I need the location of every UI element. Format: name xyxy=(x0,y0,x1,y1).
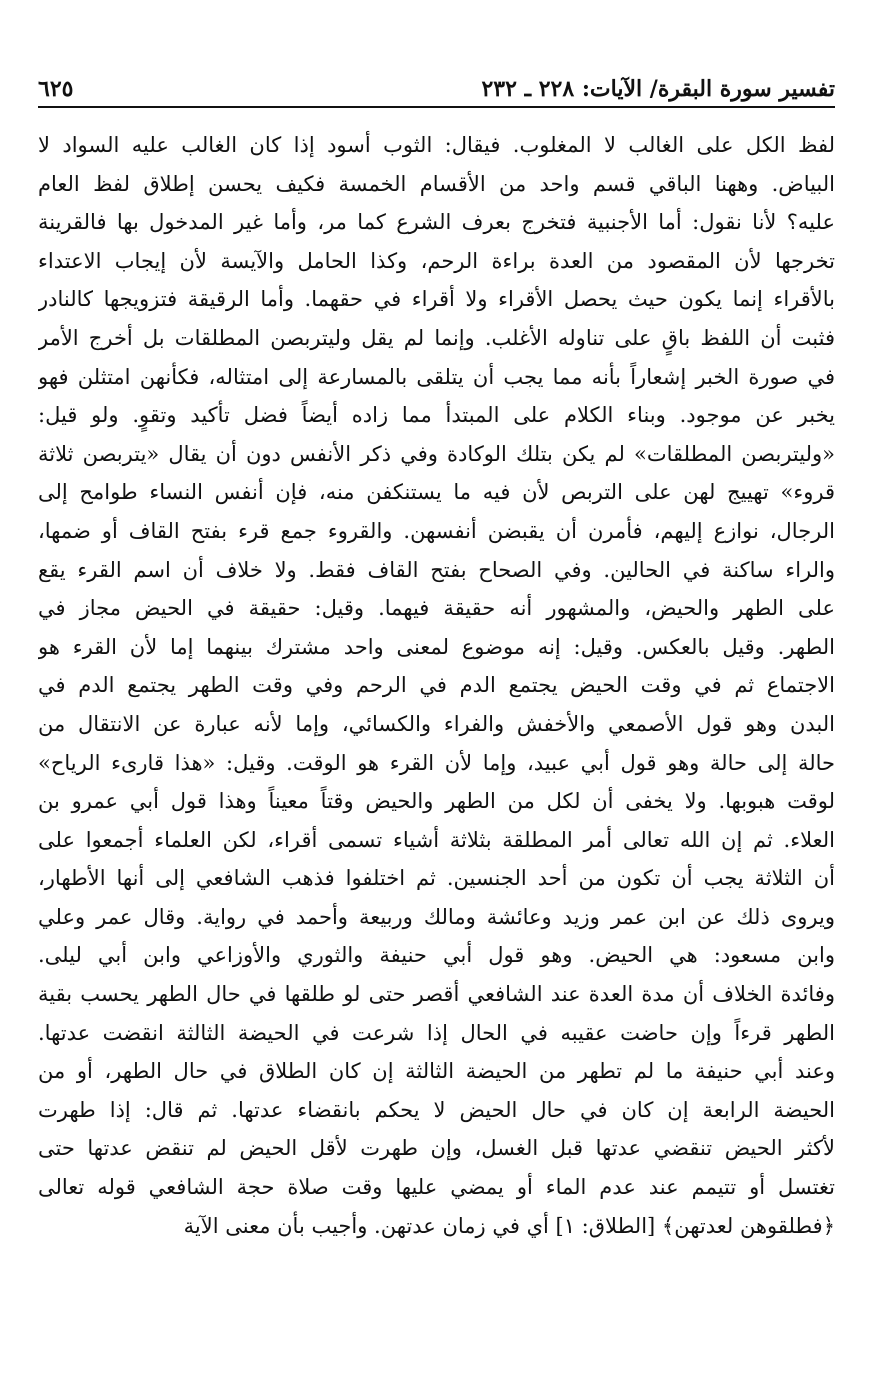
text-line: تغتسل أو تتيمم عند عدم الماء أو يمضي عليها وقت صلاة حجة الشافعي قوله تعالى xyxy=(38,1175,835,1200)
text-line: وعند أبي حنيفة ما لم تطهر من الحيضة الثالثة إن كان الطلاق في حال الطهر، أو من xyxy=(38,1059,835,1084)
text-line: يخبر عن موجود. وبناء الكلام على المبتدأ مما زاده أيضاً فضل تأكيد وتقوٍ. ولو قيل: xyxy=(38,403,835,428)
text-line: لفظ الكل على الغالب لا المغلوب. فيقال: الثوب أسود إذا كان الغالب عليه السواد لا xyxy=(38,133,835,157)
text-line: «وليتربصن المطلقات» لم يكن بتلك الوكادة وفي ذكر الأنفس دون أن يقال «يتربصن ثلاثة xyxy=(38,441,835,466)
text-line: في صورة الخبر إشعاراً بأنه مما يجب أن يتلقى بالمسارعة إلى امتثاله، فكأنهن امتثلن فهو xyxy=(38,364,835,389)
text-line: الطهر. وقيل بالعكس. وقيل: إنه موضوع لمعنى واحد مشترك بينهما إما لأن القرء هو xyxy=(38,634,835,659)
text-line: العلاء. ثم إن الله تعالى أمر المطلقة بثلاثة أشياء تسمى أقراء، لكن العلماء أجمعوا على xyxy=(38,827,835,852)
running-header xyxy=(38,60,835,108)
text-line: لوقت هبوبها. ولا يخفى أن لكل من الطهر والحيض وقتاً معيناً وهذا قول أبي عمرو بن xyxy=(38,789,835,814)
body-text xyxy=(38,126,835,1245)
text-line: حالة إلى حالة وهو قول أبي عبيد، وإما لأن القرء هو الوقت. وقيل: «هذا قارىء الرياح» xyxy=(38,750,835,775)
text-line: فثبت أن اللفظ باقٍ على تناوله الأغلب. وإنما لم يقل وليتربصن المطلقات بل أخرج الأمر xyxy=(38,325,835,350)
text-line: قروء» تهييج لهن على التربص لأن فيه ما يستنكفن منه، فإن أنفس النساء طوامح إلى xyxy=(38,480,835,505)
text-line: تخرجها لأن المقصود من العدة براءة الرحم، وكذا الحامل والآيسة لأن إيجاب الاعتداء xyxy=(38,248,835,273)
text-line: أن الثلاثة يجب أن تكون من أحد الجنسين. ثم اختلفوا فذهب الشافعي إلى أنها الأطهار، xyxy=(38,866,835,891)
text-line: الطهر قرءاً وإن حاضت عقيبه في الحال إذا شرعت في الحيضة الثالثة انقضت عدتها. xyxy=(38,1020,835,1045)
text-line: بالأقراء إنما يكون حيث يحصل الأقراء ولا أقراء في حقهما. وأما الرقيقة فتزويجها كالنادر xyxy=(38,287,835,312)
text-line: وابن مسعود: هي الحيض. وهو قول أبي حنيفة والثوري والأوزاعي وابن أبي ليلى. xyxy=(38,943,835,968)
page-number: ٦٢٥ xyxy=(38,76,74,102)
text-line: الرجال، نوازع إليهم، فأمرن أن يقبضن أنفسهن. والقروء جمع قرء بفتح القاف أو ضمها، xyxy=(38,518,835,543)
text-line: والراء ساكنة في الحالين. وفي الصحاح بفتح القاف فقط. ولا خلاف أن اسم القرء يقع xyxy=(38,557,835,582)
text-line: الاجتماع ثم في وقت الحيض يجتمع الدم في الرحم وفي وقت الطهر يجتمع الدم في xyxy=(38,673,835,698)
running-title: تفسير سورة البقرة/ الآيات: ٢٢٨ ـ ٢٣٢ xyxy=(481,76,835,102)
text-line: البياض. وههنا الباقي قسم واحد من الأقسام الخمسة فكيف يحسن إطلاق لفظ العام xyxy=(38,171,835,196)
text-line: ﴿فطلقوهن لعدتهن﴾ [الطلاق: ١] أي في زمان عدتهن. وأجيب بأن معنى الآية xyxy=(183,1213,835,1238)
text-line: عليه؟ لأنا نقول: أما الأجنبية فتخرج بعرف الشرع كما مر، وأما غير المدخول بها فالقرينة xyxy=(38,210,835,235)
text-line: الحيضة الرابعة إن كان في حال الحيض لا يحكم بانقضاء عدتها. ثم قال: إذا طهرت xyxy=(38,1097,835,1122)
text-line: على الطهر والحيض، والمشهور أنه حقيقة فيهما. وقيل: حقيقة في الحيض مجاز في xyxy=(38,596,835,621)
text-line: البدن وهو قول الأصمعي والأخفش والفراء والكسائي، وإما لأنه عبارة عن الانتقال من xyxy=(38,711,835,736)
text-line: ويروى ذلك عن ابن عمر وزيد وعائشة ومالك وربيعة وأحمد في رواية. وقال عمر وعلي xyxy=(38,904,835,929)
text-line: وفائدة الخلاف أن مدة العدة عند الشافعي أقصر حتى لو طلقها في حال الطهر يحسب بقية xyxy=(38,982,835,1007)
text-line: لأكثر الحيض تنقضي عدتها قبل الغسل، وإن طهرت لأقل الحيض لم تنقض عدتها حتى xyxy=(38,1136,835,1161)
